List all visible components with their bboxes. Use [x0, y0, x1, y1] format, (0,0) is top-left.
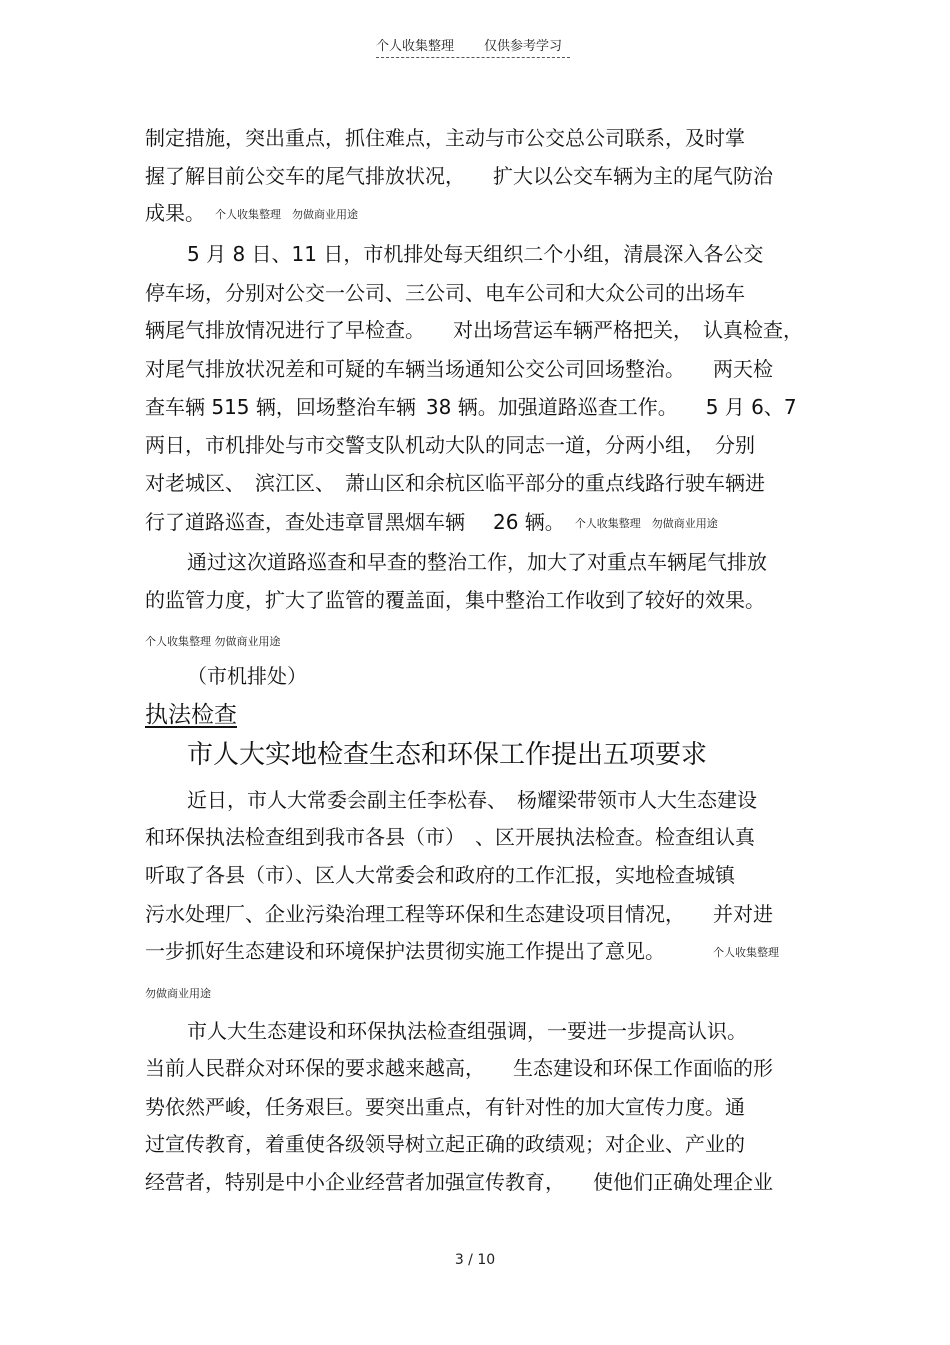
para4-note2: 勿做商业用途	[145, 987, 211, 1000]
para4-line4b: 企业污染治理工程等环保和生态建设项目情况，	[265, 902, 685, 926]
para2-line7	[145, 469, 765, 497]
para5-line5a: 经营者，	[145, 1170, 225, 1194]
page-header	[376, 38, 570, 56]
para2-line2: 停车场，分别对公交一公司、三公司、电车公司和大众公司的出场车	[145, 281, 745, 305]
para4-line2a: 和环保执法检查组到我市各县（市）	[145, 825, 465, 849]
para4-line1a: 近日，市人大常委会副主任李松春、	[187, 788, 507, 812]
para1-line2b: 扩大以公交车辆为主的尾气防治	[493, 164, 773, 188]
para5-line3: 势依然严峻，任务艰巨。要突出重点，有针对性的加大宣传力度。通	[145, 1095, 745, 1119]
para2-line8	[145, 508, 718, 538]
para4-line2b: 、区开展执法检查。检查组认真	[475, 825, 755, 849]
para1-line1: 制定措施，突出重点，抓住难点，主动与市公交总公司联系，及时掌	[145, 126, 745, 150]
para2-line5c: 5 月 6、7	[705, 395, 797, 419]
para4-line4a: 污水处理厂、	[145, 902, 265, 926]
para4-line2	[145, 823, 755, 851]
section-title: 执法检查	[145, 702, 237, 728]
para3-line2: 的监管力度，扩大了监管的覆盖面，集中整治工作收到了较好的效果。	[145, 588, 765, 612]
para2-line7c: 萧山区和余杭区临平部分的重点线路行驶车辆进	[345, 471, 765, 495]
para2-line7b: 滨江区、	[255, 471, 335, 495]
para1-note: 个人收集整理 勿做商业用途	[215, 208, 358, 221]
header-right-text: 仅供参考学习	[484, 39, 563, 54]
page-number: 3 / 10	[454, 1252, 496, 1268]
para4-line1b: 杨耀梁带领市人大生态建设	[517, 788, 757, 812]
para1-line2	[145, 162, 773, 190]
para4-line5	[145, 937, 779, 967]
para2-line5	[145, 393, 797, 421]
para2-line3	[145, 316, 803, 344]
para2-line4	[145, 355, 773, 383]
para2-line8a: 行了道路巡查，查处违章冒黑烟车辆	[145, 510, 465, 534]
para5-line2a: 当前人民群众对环保的要求越来越高，	[145, 1056, 485, 1080]
para1-line2a: 握了解目前公交车的尾气排放状况，	[145, 164, 465, 188]
para4-line3: 听取了各县（市）、区人大常委会和政府的工作汇报，实地检查城镇	[145, 863, 735, 887]
para2-line5b: 38 辆。加强道路巡查工作。	[425, 395, 678, 419]
para2-line6b: 分别	[715, 433, 755, 457]
para5-line1: 市人大生态建设和环保执法检查组强调，一要进一步提高认识。	[187, 1019, 747, 1043]
para1-line3-text: 成果。	[145, 201, 205, 225]
article-title: 市人大实地检查生态和环保工作提出五项要求	[187, 740, 708, 770]
para2-line3c: 认真检查，	[703, 318, 803, 342]
para2-line6a: 两日，市机排处与市交警支队机动大队的同志一道，分两小组，	[145, 433, 705, 457]
para2-line5a: 查车辆 515 辆，回场整治车辆	[145, 395, 416, 419]
para4-line4	[145, 900, 773, 928]
para4-line4c: 并对进	[713, 902, 773, 926]
para4-line1	[187, 786, 757, 814]
para5-line5b: 特别是中小企业经营者加强宣传教育，	[225, 1170, 565, 1194]
para2-line3a: 辆尾气排放情况进行了早检查。	[145, 318, 425, 342]
para2-line4a: 对尾气排放状况差和可疑的车辆当场通知公交公司回场整治。	[145, 357, 685, 381]
para4-note: 个人收集整理	[713, 946, 779, 959]
para2-line6	[145, 431, 755, 459]
para2-line1: 5 月 8 日、11 日，市机排处每天组织二个小组，清晨深入各公交	[187, 242, 764, 266]
para3-note: 个人收集整理 勿做商业用途	[145, 635, 281, 648]
para2-note: 个人收集整理 勿做商业用途	[574, 517, 718, 530]
header-left-text: 个人收集整理	[376, 39, 455, 54]
para1-line3	[145, 199, 358, 229]
para4-line5-text: 一步抓好生态建设和环境保护法贯彻实施工作提出了意见。	[145, 939, 665, 963]
para3-line1: 通过这次道路巡查和早查的整治工作，加大了对重点车辆尾气排放	[187, 550, 767, 574]
para2-line4b: 两天检	[713, 357, 773, 381]
para5-line2b: 生态建设和环保工作面临的形	[513, 1056, 773, 1080]
para2-line8b: 26 辆。	[493, 510, 565, 534]
para5-line5	[145, 1168, 773, 1196]
para5-line4: 过宣传教育，着重使各级领导树立起正确的政绩观；对企业、产业的	[145, 1132, 745, 1156]
para5-line5c: 使他们正确处理企业	[593, 1170, 773, 1194]
para2-line3b: 对出场营运车辆严格把关，	[453, 318, 693, 342]
para2-line7a: 对老城区、	[145, 471, 245, 495]
header-rule	[376, 57, 570, 58]
para5-line2	[145, 1054, 773, 1082]
source-attribution: （市机排处）	[187, 664, 307, 688]
